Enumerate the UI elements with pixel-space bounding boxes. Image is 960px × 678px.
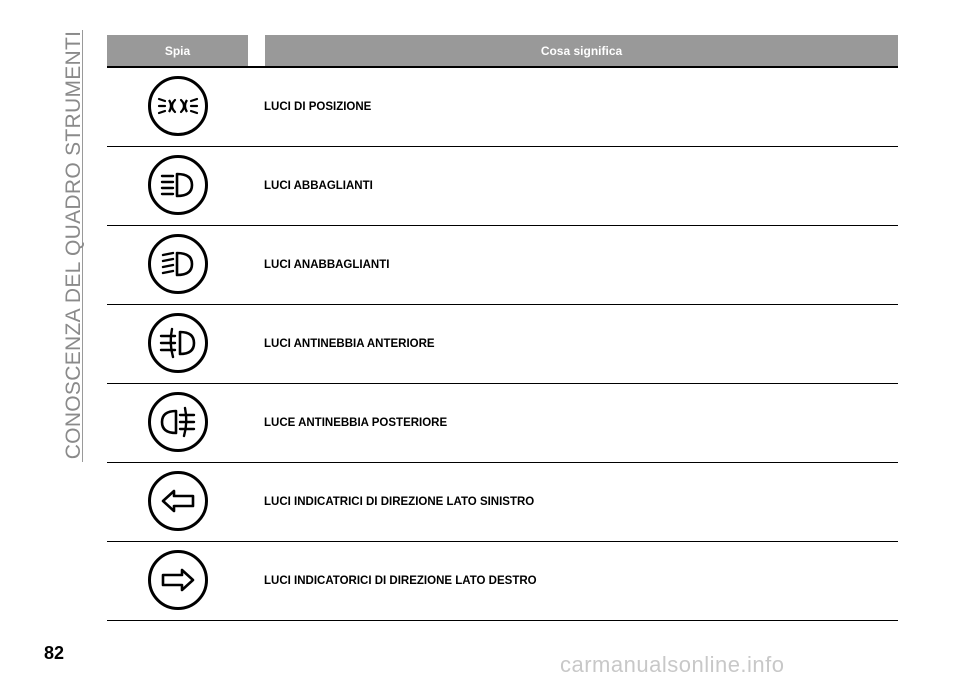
table-row: [107, 384, 898, 463]
row-label: LUCI ABBAGLIANTI: [264, 180, 373, 192]
table-header: [107, 35, 898, 66]
header-cosa-significa: Cosa significa: [265, 35, 898, 66]
watermark-text: carmanualsonline.info: [560, 652, 785, 677]
table-body: [107, 68, 898, 621]
table-row: [107, 226, 898, 305]
page-number: 82: [44, 643, 65, 663]
table-row: [107, 68, 898, 147]
table-row: [107, 463, 898, 542]
row-label: LUCI INDICATORICI DI DIREZIONE LATO DESTRO: [264, 575, 537, 587]
rear-fog-light-icon: [147, 391, 209, 453]
header-spia: Spia: [107, 35, 248, 66]
row-label: LUCE ANTINEBBIA POSTERIORE: [264, 417, 448, 429]
right-turn-arrow-icon: [147, 549, 209, 611]
high-beam-icon: [147, 154, 209, 216]
left-turn-arrow-icon: [147, 470, 209, 532]
row-label: LUCI INDICATRICI DI DIREZIONE LATO SINISTRO: [264, 496, 535, 508]
row-label: LUCI ANTINEBBIA ANTERIORE: [264, 338, 435, 350]
table-row: [107, 147, 898, 226]
section-title: CONOSCENZA DEL QUADRO STRUMENTI: [62, 30, 85, 460]
low-beam-icon: [147, 233, 209, 295]
row-label: LUCI DI POSIZIONE: [264, 101, 372, 113]
table-row: [107, 305, 898, 384]
front-fog-light-icon: [147, 312, 209, 374]
table-row: [107, 542, 898, 621]
row-label: LUCI ANABBAGLIANTI: [264, 259, 390, 271]
position-lights-icon: [147, 75, 209, 137]
